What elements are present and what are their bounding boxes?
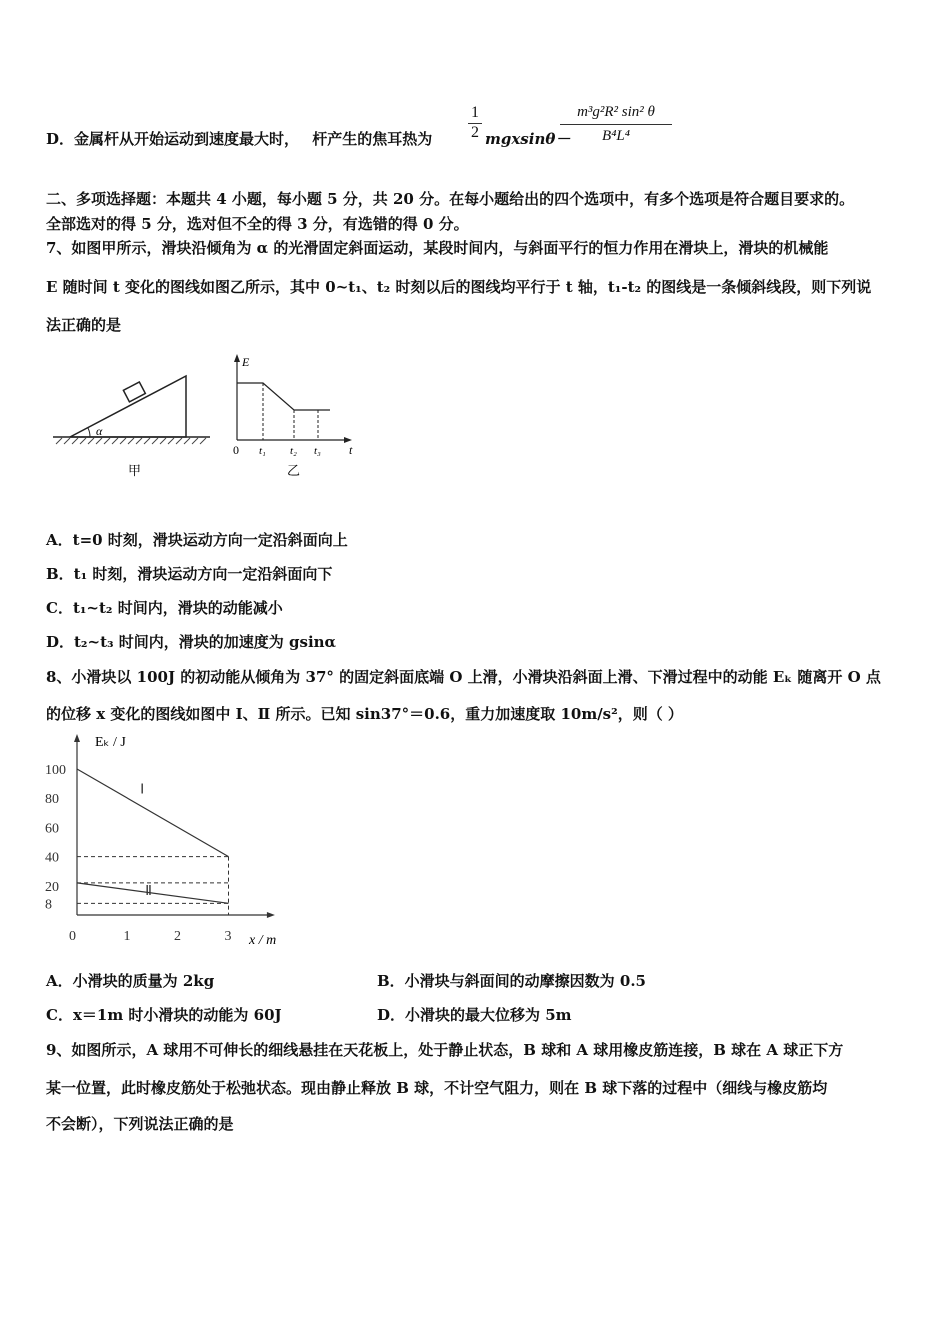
incline-triangle <box>70 376 186 437</box>
t3-label: t₃ <box>314 445 321 457</box>
y-tick-label-5: 8 <box>45 897 52 913</box>
q7-stem-line-3: 法正确的是 <box>46 316 122 334</box>
q8-option-d: D．小滑块的最大位移为 5m <box>377 1006 572 1024</box>
q6-term: mgxsinθ－ <box>485 130 571 148</box>
fraction-one-half <box>468 104 482 142</box>
x-axis-arrow-icon <box>267 912 275 918</box>
q6-option-d <box>46 128 432 149</box>
series-line-1 <box>77 769 229 857</box>
kinetic-energy-chart <box>40 732 300 952</box>
q7-option-d: D．t₂~t₃ 时间内，滑块的加速度为 gsinα <box>46 633 337 651</box>
t-axis-label: t <box>349 443 353 457</box>
figure-caption-yi: 乙 <box>287 463 301 478</box>
section-instructions: 全部选对的得 5 分，选对但不全的得 3 分，有选错的得 0 分。 <box>46 215 469 233</box>
x-tick-label-0: 0 <box>69 929 76 944</box>
series-label-1: Ⅰ <box>140 782 145 798</box>
figure-caption-jia: 甲 <box>128 463 142 478</box>
q9-stem-line-2: 某一位置，此时橡皮筋处于松弛状态。现由静止释放 B 球，不计空气阻力，则在 B 球下落的过程中（细线与橡皮筋均 <box>46 1079 828 1097</box>
q9-stem-line-1: 9、如图所示，A 球用不可伸长的细线悬挂在天花板上，处于静止状态，B 球和 A 球用橡皮筋连接，B 球在 A 球正下方 <box>46 1041 844 1059</box>
fraction-numerator: m³g²R² sin² θ <box>560 104 672 125</box>
time-dashed-lines <box>263 383 318 440</box>
series-label-2: Ⅱ <box>145 884 153 900</box>
section-heading: 二、多项选择题：本题共 4 小题，每小题 5 分，共 20 分。在每小题给出的四个选项中，有多个选项是符合题目要求的。 <box>46 190 855 208</box>
t1-label: t₁ <box>259 445 266 457</box>
q7-option-c: C．t₁~t₂ 时间内，滑块的动能减小 <box>46 599 283 617</box>
y-axis-arrow-icon <box>74 734 80 742</box>
x-tick-label-1: 1 <box>123 929 131 944</box>
fraction-numerator: 1 <box>471 104 479 121</box>
x-tick-label-2: 2 <box>174 929 181 944</box>
q8-option-c: C．x＝1m 时小滑块的动能为 60J <box>46 1006 282 1024</box>
incline-figure <box>50 360 220 480</box>
q8-option-b: B．小滑块与斜面间的动摩擦因数为 0.5 <box>377 972 646 990</box>
y-tick-label-1: 80 <box>45 792 59 808</box>
q8-stem-line-2: 的位移 x 变化的图线如图中 Ⅰ、Ⅱ 所示。已知 sin37°＝0.6，重力加速度取 10m/s²，则（ ） <box>46 705 683 723</box>
angle-arc <box>88 428 90 437</box>
y-tick-label-4: 20 <box>45 879 59 895</box>
q7-stem-line-2: E 随时间 t 变化的图线如图乙所示，其中 0~t₁、t₂ 时刻以后的图线均平行于 t 轴，t₁-t₂ 的图线是一条倾斜线段，则下列说 <box>46 278 872 296</box>
q6-option-d-text: 杆产生的焦耳热为 <box>312 130 433 148</box>
angle-label: α <box>96 424 103 438</box>
y-tick-label-0: 100 <box>45 763 66 778</box>
q7-option-b: B．t₁ 时刻，滑块运动方向一定沿斜面向下 <box>46 565 333 583</box>
y-tick-label-3: 40 <box>45 850 59 866</box>
e-axis-arrow-icon <box>234 354 240 362</box>
origin-label: 0 <box>233 443 239 457</box>
t2-label: t₂ <box>290 445 297 457</box>
e-axis-label: E <box>242 355 250 369</box>
q7-stem-line-1: 7、如图甲所示，滑块沿倾角为 α 的光滑固定斜面运动，某段时间内，与斜面平行的恒力作用在滑块上，滑块的机械能 <box>46 239 829 257</box>
series-line-2 <box>77 883 229 903</box>
y-axis-label: Eₖ / J <box>95 735 126 750</box>
q6-option-d-label: D．金属杆从开始运动到速度最大时， <box>46 130 300 148</box>
ground-hatching <box>56 438 206 444</box>
energy-curve <box>237 383 330 410</box>
q9-stem-line-3: 不会断），下列说法正确的是 <box>46 1115 234 1133</box>
q7-option-a: A．t=0 时刻，滑块运动方向一定沿斜面向上 <box>46 531 348 549</box>
q8-option-a: A．小滑块的质量为 2kg <box>46 972 215 990</box>
q8-stem-line-1: 8、小滑块以 100J 的初动能从倾角为 37° 的固定斜面底端 O 上滑，小滑块沿斜面上滑、下滑过程中的动能 Eₖ 随离开 O 点 <box>46 668 881 686</box>
x-axis-label: x / m <box>249 933 277 948</box>
x-tick-label-3: 3 <box>224 929 232 944</box>
fraction-denominator: 2 <box>468 123 482 142</box>
joule-heat-fraction <box>560 104 672 145</box>
y-tick-label-2: 60 <box>45 821 59 837</box>
energy-time-graph <box>225 352 365 482</box>
fraction-denominator: B⁴L⁴ <box>602 128 630 144</box>
